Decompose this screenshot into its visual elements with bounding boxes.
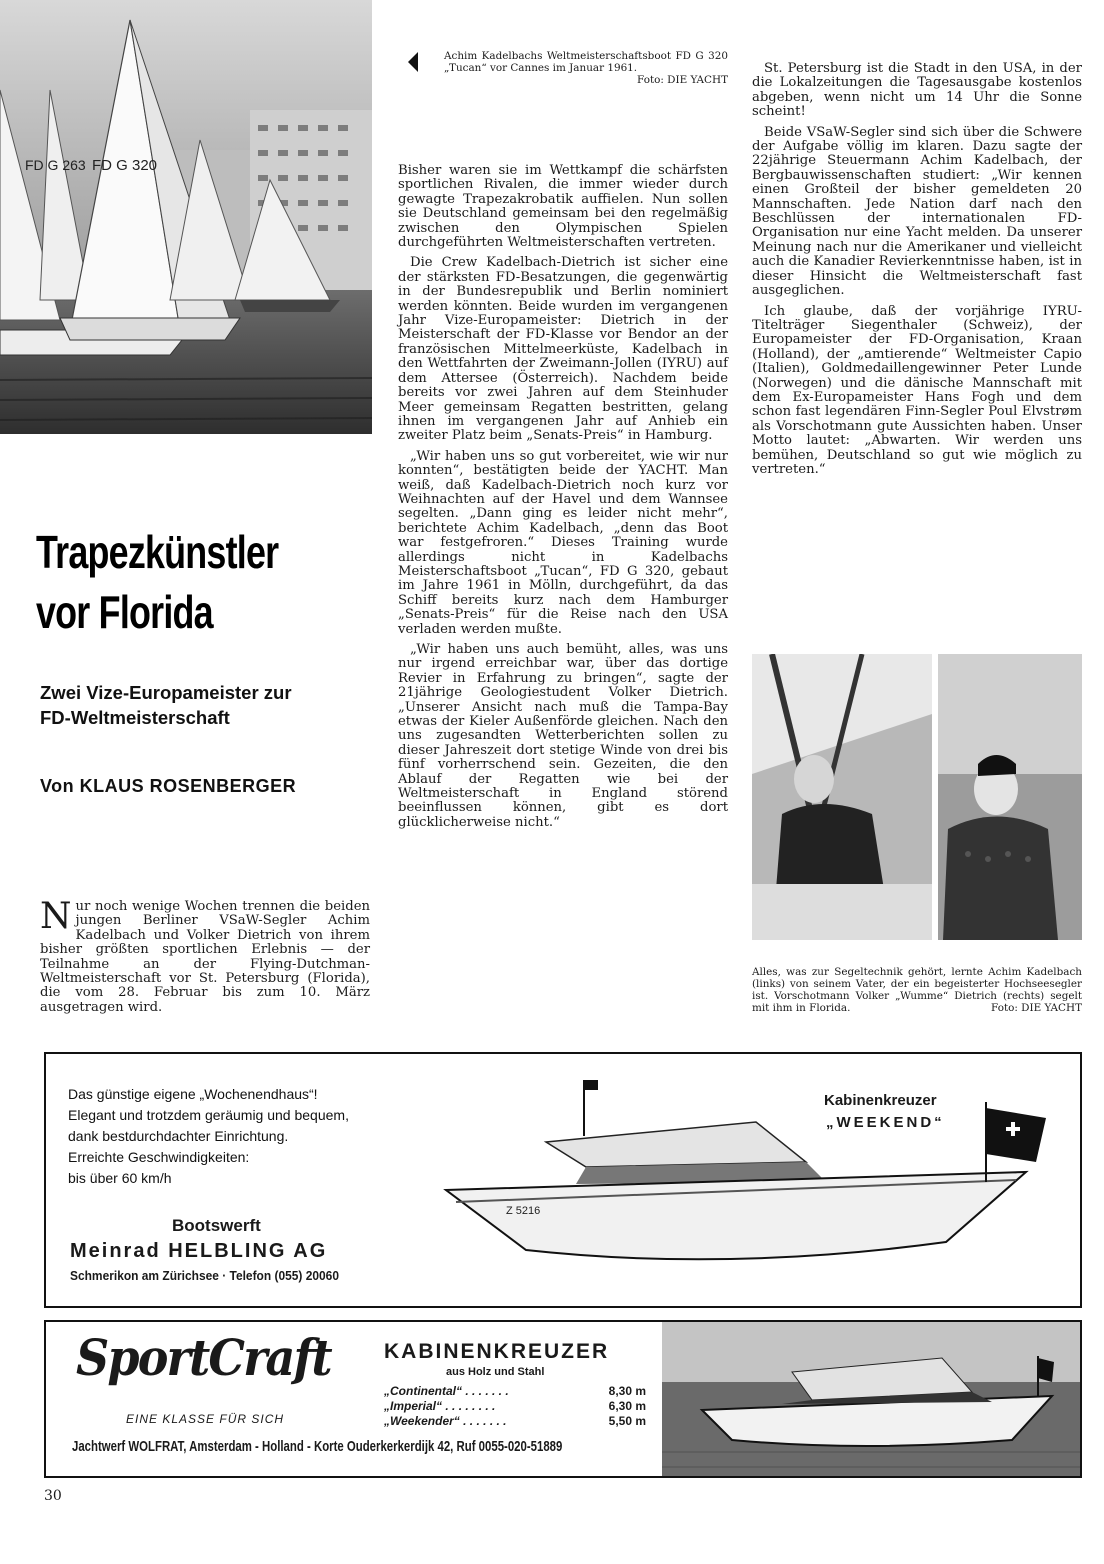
subtitle-line-1: Zwei Vize-Europameister zur <box>40 682 292 703</box>
sportcraft-boat-illustration <box>662 1322 1080 1476</box>
col2-paragraph-3: „Wir haben uns so gut vorbereitet, wie wir nur konnten“, bestätigten beide der YACHT. Man weiß, daß Kadelbach-Dietrich noch kurz vor Weihnachten auf der Havel und dem Wannsee segelten. „Dann ging es leider nicht mehr“, berichtete Achim Kadelbach, „denn das Boot war festgefroren.“ Dieses Training wurde allerdings nicht in Kadelbachs Meisterschaftsboot „Tucan“, FD G 320, gebaut im Jahre 1961 in Mölln, durchgeführt, da das Schiff bereits kurz nach dem Hamburger „Senats-Preis“ für die Reise nach den USA verladen werden mußte. <box>398 448 728 637</box>
portrait-left-illustration <box>752 654 932 940</box>
ad1-product-name: „WEEKEND“ <box>826 1114 945 1131</box>
ad2-tagline: EINE KLASSE FÜR SICH <box>126 1412 285 1426</box>
ad2-model-row <box>384 1399 646 1414</box>
col3-paragraph-3: Ich glaube, daß der vorjährige IYRU-Titelträger Siegenthaler (Schweiz), der Europameister der FD-Organisation, Kraan (Holland), der „amtierende“ Weltmeister Capio (Italien), Goldmedaillengewinner Peter Lunde (Norwegen) und die dänische Mannschaft mit dem Ex-Europameister Hans Fogh und dem schon fast legendären Finn-Segler Poul Elvstrøm als Vorschotmann gute Aussichten haben. Unser Motto lautet: „Abwarten. Wir werden uns bemühen, Deutschland so gut wie möglich zu vertreten.“ <box>752 303 1082 477</box>
byline: Von KLAUS ROSENBERGER <box>40 776 297 796</box>
caption-portraits <box>752 966 1082 1014</box>
subtitle-line-2: FD-Weltmeisterschaft <box>40 707 230 728</box>
photo-portrait-dietrich <box>938 654 1082 940</box>
ad1-line-2: Elegant und trotzdem geräumig und bequem, <box>68 1107 349 1123</box>
ad2-footer: Jachtwerf WOLFRAT, Amsterdam - Holland - Korte Ouderkerkerdijk 42, Ruf 0055-020-51889 <box>72 1438 563 1455</box>
caption-portraits-credit: Foto: DIE YACHT <box>991 1002 1082 1014</box>
article-title <box>36 522 364 642</box>
ad1-line-4: Erreichte Geschwindigkeiten: <box>68 1149 250 1165</box>
col2-paragraph-2: Die Crew Kadelbach-Dietrich ist sicher eine der stärksten FD-Besatzungen, die gegenwärtig in der Bundesrepublik und Berlin nominiert werden könnten. Beide wurden im vergangenen Jahr Vize-Europameister: Dietrich in der Meisterschaft der FD-Klasse vor Bendor an der französischen Mittelmeerküste, Kadelbach in den Wettfahrten der Zweimann-Jollen (IYRU) auf dem Attersee (Österreich). Nachdem beide bereits vor zwei Jahren auf dem Steinhuder Meer gemeinsam Regatten bestritten, gelang ihnen im vergangenen Jahr auf Anhieb ein zweiter Platz beim „Senats-Preis“ in Hamburg. <box>398 255 728 444</box>
ad2-model-name: „Continental“ . . . . . . . <box>384 1384 509 1398</box>
caption-portraits-text: Alles, was zur Segeltechnik gehört, lernte Achim Kadelbach (links) von seinem Vater, der ein begeisterter Hochseesegler ist. Vorschotmann Volker „Wumme“ Dietrich (rechts) segelt mit ihm in Florida. <box>752 966 1082 1014</box>
caption-top <box>444 50 728 86</box>
article-column-3 <box>752 62 1082 483</box>
ad2-model-name: „Weekender“ . . . . . . . <box>384 1414 507 1428</box>
ad2-brand-logo: SportCraft <box>76 1328 331 1387</box>
col3-paragraph-2: Beide VSaW-Segler sind sich über die Schwere der Aufgabe völlig im klaren. Dazu sagte der 22jährige Steuermann Achim Kadelbach, der Bergbauwissenschaften studiert: „Wir kennen einen Großteil der bisher gemeldeten 20 Mannschaften. Jede Nation darf nach den Beschlüssen der internationalen FD-Organisation nur eine Yacht melden. Da unserer Meinung nach nur die Amerikaner und vielleicht auch die Kanadier Revierkenntnisse haben, ist in dieser Hinsicht die Weltmeisterschaft fast ausgeglichen. <box>752 124 1082 299</box>
ad1-address: Schmerikon am Zürichsee · Telefon (055) 20060 <box>70 1268 339 1283</box>
ad2-model-row <box>384 1384 646 1399</box>
portrait-right-illustration <box>938 654 1082 940</box>
photo-sportcraft-boat <box>662 1322 1080 1476</box>
ad2-model-size: 8,30 m <box>608 1384 646 1398</box>
sail-number-263: FD G 263 <box>25 157 86 173</box>
ad2-model-row <box>384 1414 646 1429</box>
cabin-cruiser-weekend-illustration <box>426 1072 1066 1292</box>
intro-paragraph <box>40 896 370 1015</box>
sail-number-320: FD G 320 <box>92 157 158 174</box>
col2-paragraph-1: Bisher waren sie im Wettkampf die schärfsten sportlichen Rivalen, die immer wieder durch gewagte Trapezakrobatik auffielen. Nun sollen sie Deutschland gemeinsam bei den regelmäßig zwischen den Olympischen Spielen durchgeführten Weltmeisterschaften vertreten. <box>398 163 728 251</box>
ad2-model-size: 6,30 m <box>608 1399 646 1413</box>
article-column-2 <box>398 164 728 836</box>
ad1-text-block <box>68 1084 408 1189</box>
intro-text: ur noch wenige Wochen trennen die beiden jungen Berliner VSaW-Segler Achim Kadelbach und Volker Dietrich von ihrem bisher größten sportlichen Erlebnis — der Teilnahme an der Flying-Dutchman-Weltmeisterschaft vor St. Petersburg (Florida), die vom 28. Februar bis zum 10. März ausgetragen wird. <box>40 899 370 1015</box>
col3-paragraph-1: St. Petersburg ist die Stadt in den USA, in der die Lokalzeitungen die Tagesausgabe kostenlos abgeben, wenn nicht um 14 Uhr die Sonne scheint! <box>752 61 1082 120</box>
article-subtitle <box>40 680 370 730</box>
sailboats-illustration <box>0 0 372 434</box>
ad2-models <box>384 1384 646 1429</box>
col2-paragraph-4: „Wir haben uns auch bemüht, alles, was uns nur irgend erreichbar war, über das dortige Revier in Erfahrung zu bringen“, sagte der 21jährige Geologiestudent Volker Dietrich. „Unserer Ansicht nach muß die Tampa-Bay etwas der Kieler Außenförde gleichen. Nach den uns zugesandten Wetterberichten sollen zu dieser Jahreszeit dort stetige Winde von drei bis fünf vorherrschend sein. Gezeiten, die den Ablauf der Regatten wie bei der Weltmeisterschaft in England störend beeinflussen können, gibt es dort glücklicherweise nicht.“ <box>398 642 728 830</box>
page-number: 30 <box>44 1488 62 1504</box>
ad1-product-label: Kabinenkreuzer <box>824 1092 937 1109</box>
ad-helbling <box>44 1052 1082 1308</box>
ad2-heading: KABINENKREUZER <box>384 1340 610 1363</box>
title-line-1: Trapezkünstler <box>36 526 279 578</box>
caption-top-credit: Foto: DIE YACHT <box>637 74 728 86</box>
title-line-2: vor Florida <box>36 586 213 638</box>
drop-cap: N <box>40 896 72 937</box>
photo-portrait-kadelbach <box>752 654 932 940</box>
ad2-model-name: „Imperial“ . . . . . . . . <box>384 1399 496 1413</box>
ad1-company-name: Meinrad HELBLING AG <box>70 1240 328 1262</box>
ad2-model-size: 5,50 m <box>608 1414 646 1428</box>
ad1-line-5: bis über 60 km/h <box>68 1170 172 1186</box>
ad1-line-3: dank bestdurchdachter Einrichtung. <box>68 1128 289 1144</box>
caption-top-text: Achim Kadelbachs Weltmeisterschaftsboot FD G 320 „Tucan“ vor Cannes im Januar 1961. <box>444 50 728 74</box>
caption-arrow-icon <box>408 52 418 72</box>
photo-sailboats <box>0 0 372 434</box>
ad1-line-1: Das günstige eigene „Wochenendhaus“! <box>68 1086 318 1102</box>
ad-sportcraft <box>44 1320 1082 1478</box>
ad2-sub: aus Holz und Stahl <box>446 1366 545 1378</box>
ad1-company-label: Bootswerft <box>172 1216 261 1235</box>
hull-number: Z 5216 <box>506 1205 541 1217</box>
